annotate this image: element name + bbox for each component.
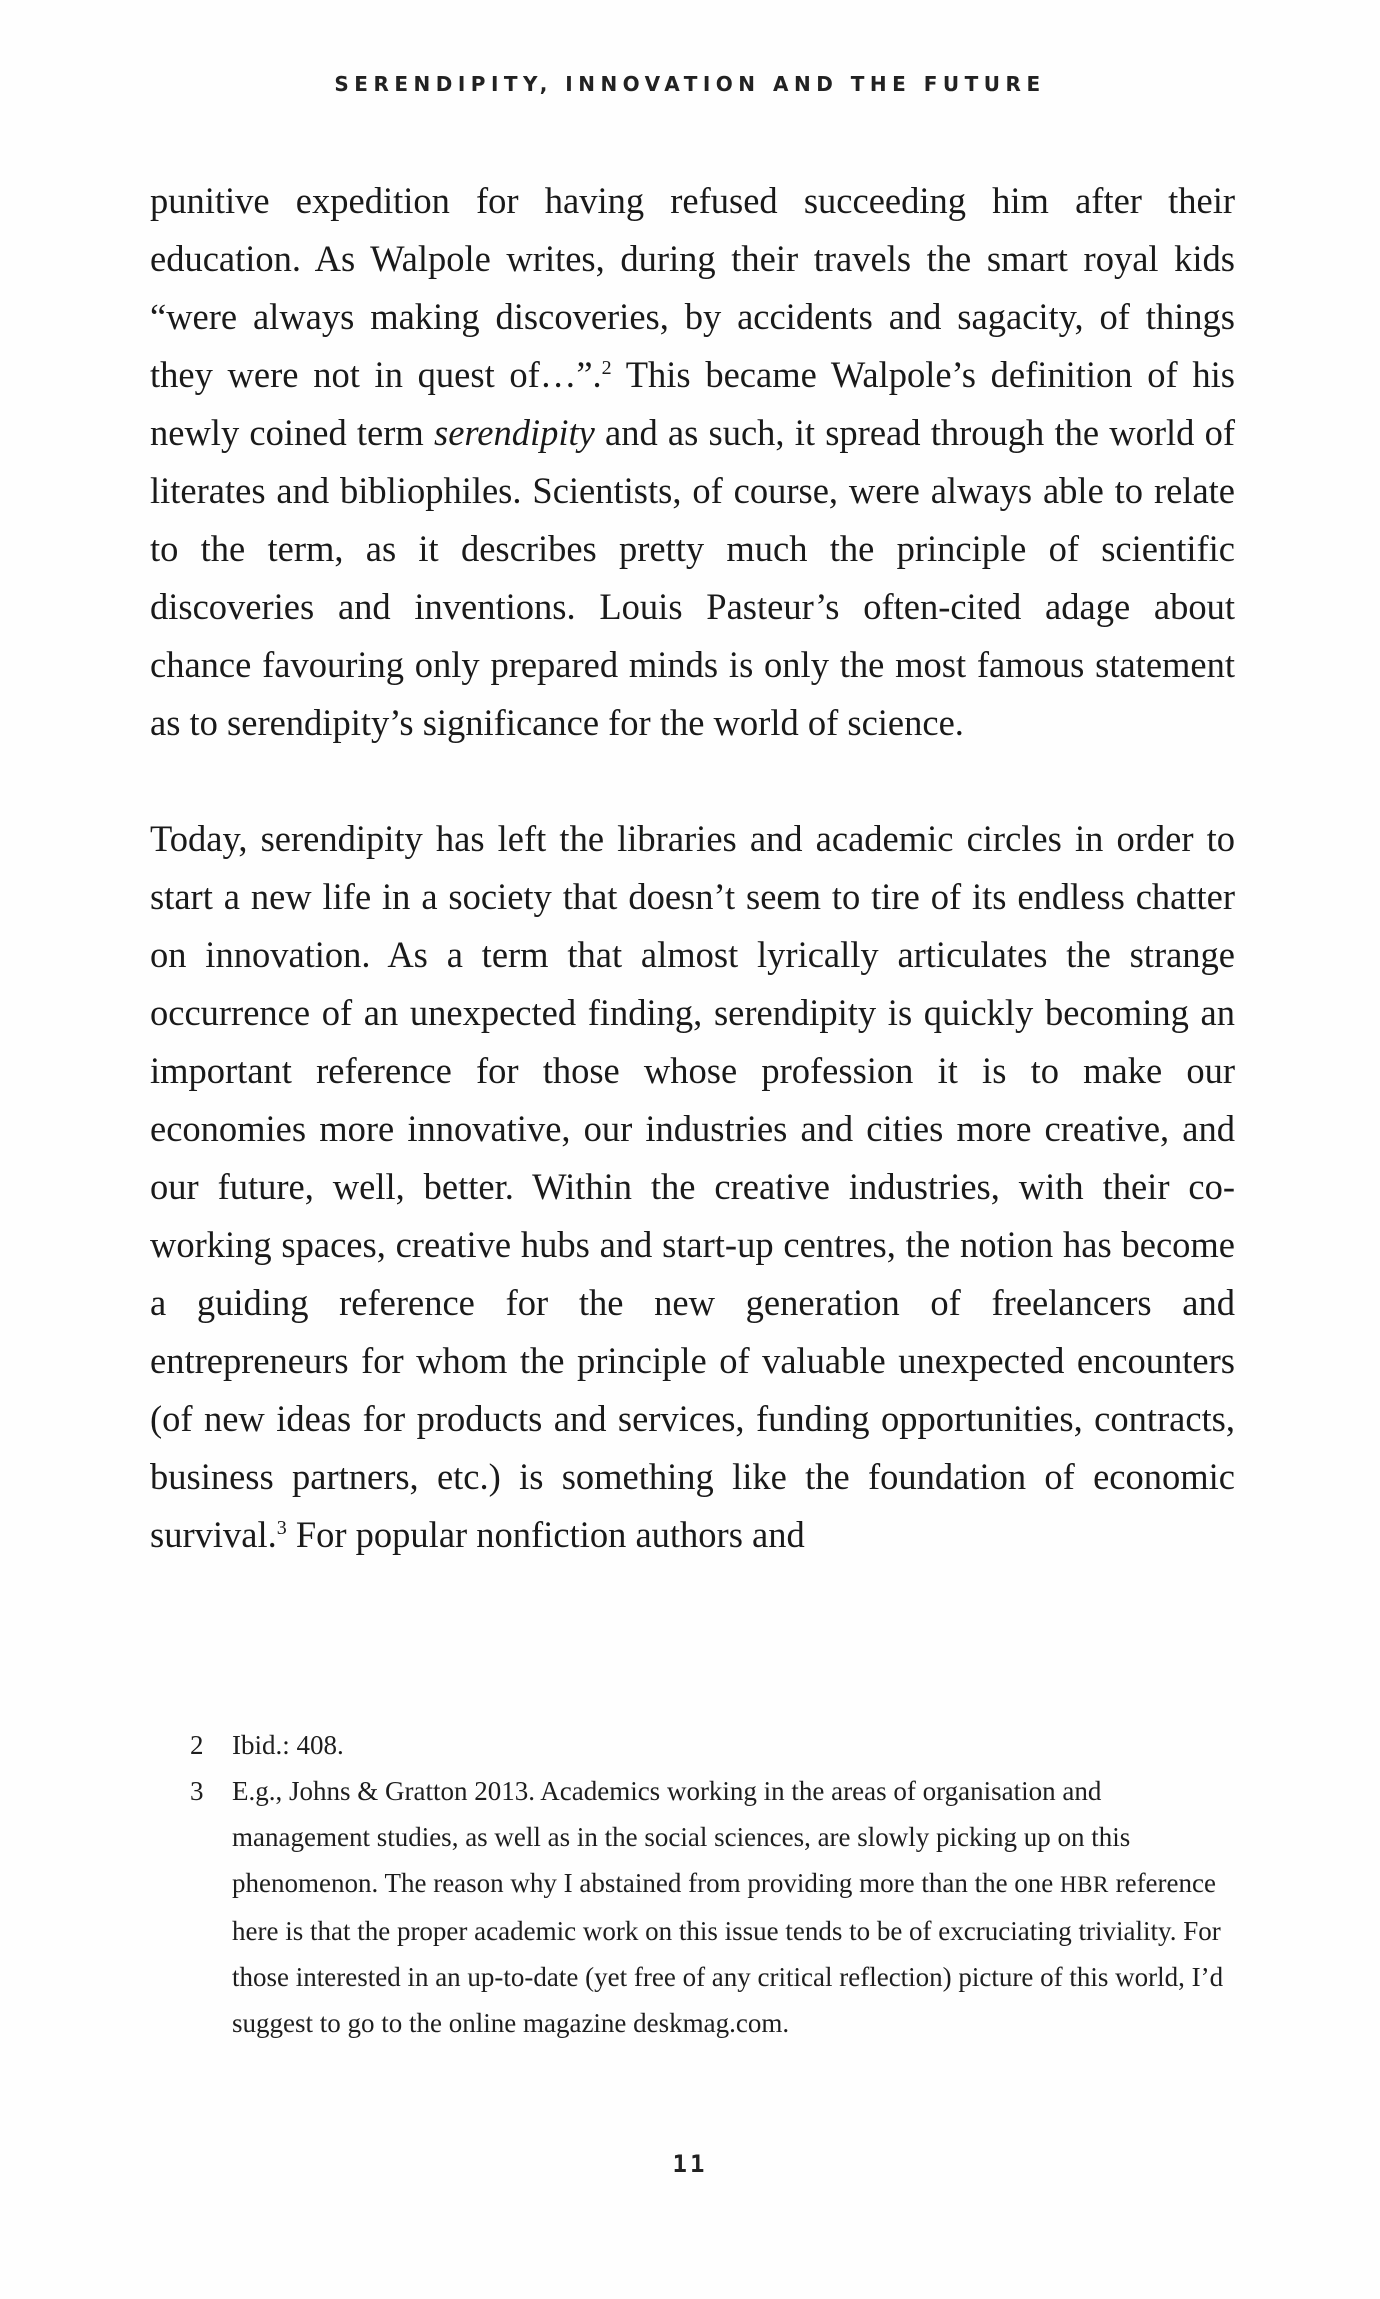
footnote-text: Ibid.: 408.: [232, 1730, 344, 1760]
main-text: [150, 172, 1235, 1564]
paragraph-1-text-c: and as such, it spread through the world of literates and bibliophiles. Scientists, of course, were always able to relate to the term, as it describes pretty much the principle of scientific discoveries and inventions. Louis Pasteur’s often-cited adage about chance favouring only prepared minds is only the most famous statement as to serendipity’s significance for the world of science.: [150, 412, 1235, 743]
footnote-3: [190, 1768, 1230, 2046]
footnotes: [190, 1722, 1230, 2046]
footnote-2: [190, 1722, 1230, 1768]
paragraph-1-text-b: This became Walpole’s definition of his newly coined term: [150, 354, 1235, 453]
paragraph-2: [150, 810, 1235, 1564]
footnote-ref-3: 3: [276, 1516, 287, 1539]
footnote-number: 2: [190, 1730, 204, 1760]
term-serendipity: serendipity: [433, 412, 595, 453]
paragraph-2-text-a: Today, serendipity has left the libraries and academic circles in order to start a new life in a society that doesn’t seem to tire of its endless chatter on innovation. As a term that almost lyrically articulates the strange occurrence of an unexpected finding, serendipity is quickly becoming an important reference for those whose profession it is to make our economies more innovative, our industries and cities more creative, and our future, well, better. Within the creative industries, with their co-working spaces, creative hubs and start-up centres, the notion has become a guiding reference for the new generation of freelancers and entrepreneurs for whom the principle of valuable unexpected encounters (of new ideas for products and services, funding opportunities, contracts, business partners, etc.) is something like the foundation of economic survival.: [150, 818, 1235, 1555]
abbr-hbr: HBR: [1060, 1872, 1109, 1897]
paragraph-1-text-a: punitive expedition for having refused succeeding him after their education. As Walpole writes, during their travels the smart royal kids “were always making discoveries, by accidents and sagacity, of things they were not in quest of…”.: [150, 180, 1235, 395]
footnote-text-a: E.g., Johns & Gratton 2013. Academics working in the areas of organisation and management studies, as well as in the social sciences, are slowly picking up on this phenomenon. The reason why I abstained from providing more than the one: [232, 1776, 1131, 1898]
footnote-number: 3: [190, 1776, 204, 1806]
page-number: 11: [672, 2150, 708, 2178]
footnote-text-b: reference here is that the proper academic work on this issue tends to be of excruciating triviality. For those interested in an up-to-date (yet free of any critical reflection) picture of this world, I’d suggest to go to the online magazine deskmag.com.: [232, 1868, 1224, 2038]
paragraph-1: [150, 172, 1235, 752]
paragraph-2-text-b: For popular nonfiction authors and: [286, 1514, 805, 1555]
running-head: SERENDIPITY, INNOVATION AND THE FUTURE: [334, 72, 1046, 96]
footnote-ref-2: 2: [601, 356, 612, 379]
